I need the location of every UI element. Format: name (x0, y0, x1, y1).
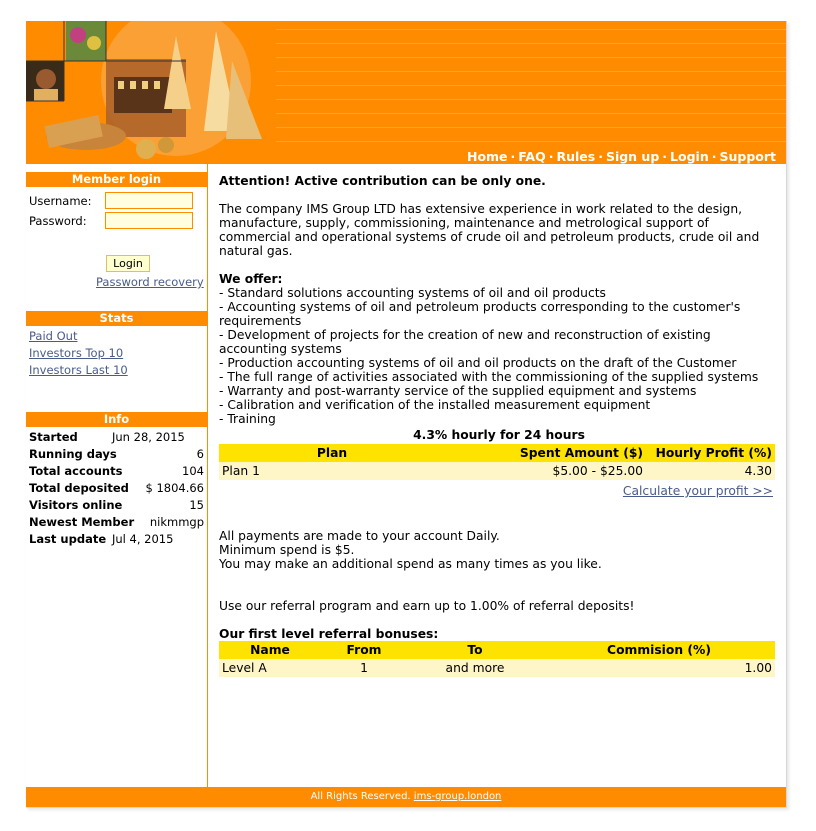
offer-item: - Calibration and verification of the installed measurement equipment (219, 398, 651, 412)
footer-copyright: All Rights Reserved. (310, 791, 411, 802)
info-table (26, 427, 207, 548)
offer-item: - Training (219, 412, 276, 426)
info-row-visitors-online (26, 497, 207, 514)
nav-support-link[interactable]: Support (719, 149, 776, 164)
investors-top-link[interactable]: Investors Top 10 (29, 346, 124, 360)
info-row-started (26, 429, 207, 446)
referral-text: Use our referral program and earn up to 1.00% of referral deposits! (219, 599, 635, 613)
offer-item: - The full range of activities associated with the commissioning of the supplied systems (219, 370, 759, 384)
payment-info: Minimum spend is $5. (219, 543, 355, 557)
ref-header-from: From (321, 641, 407, 659)
header-banner (26, 21, 786, 164)
info-label: Total accounts (29, 464, 123, 478)
nav-signup-link[interactable]: Sign up (605, 149, 660, 164)
info-row-total-deposited (26, 480, 207, 497)
plan-header-profit: Hourly Profit (%) (646, 444, 775, 462)
info-label: Total deposited (29, 481, 129, 495)
info-label: Visitors online (29, 498, 123, 512)
ref-from: 1 (321, 659, 407, 677)
stats-links (26, 326, 207, 412)
ref-to: and more (407, 659, 543, 677)
info-value: Jul 4, 2015 (112, 532, 174, 546)
ref-header-to: To (407, 641, 543, 659)
password-recovery-link[interactable]: Password recovery (96, 275, 204, 289)
nav-home-link[interactable]: Home (466, 149, 508, 164)
main-content (219, 174, 779, 677)
header-collage-image (26, 21, 276, 164)
plan-profit: 4.30 (646, 462, 775, 480)
info-value: 104 (182, 464, 204, 478)
offer-item: - Warranty and post-warranty service of the supplied equipment and systems (219, 384, 697, 398)
username-label: Username: (29, 194, 92, 208)
footer (26, 787, 786, 807)
offer-item: - Standard solutions accounting systems of oil and oil products (219, 286, 606, 300)
info-label: Started (29, 430, 78, 444)
nav-separator: · (598, 149, 603, 164)
nav-separator: · (662, 149, 668, 164)
offer-item: - Development of projects for the creation of new and reconstruction of existing accounting systems (219, 328, 711, 356)
paid-out-link[interactable]: Paid Out (29, 329, 78, 343)
info-value: Jun 28, 2015 (112, 430, 185, 444)
table-row (219, 659, 775, 677)
info-row-running-days (26, 446, 207, 463)
plan-name: Plan 1 (219, 462, 445, 480)
member-login-heading: Member login (26, 172, 207, 187)
nav-separator: · (548, 149, 554, 164)
ref-header-commission: Commision (%) (543, 641, 775, 659)
username-input[interactable] (105, 192, 193, 209)
top-navigation (467, 149, 776, 164)
ref-name: Level A (219, 659, 321, 677)
payment-info: All payments are made to your account Daily. (219, 529, 500, 543)
login-button[interactable]: Login (106, 255, 150, 272)
payment-info: You may make an additional spend as many times as you like. (219, 557, 602, 571)
info-row-newest-member (26, 514, 207, 531)
nav-separator: · (711, 149, 717, 164)
plan-title: 4.3% hourly for 24 hours (413, 428, 585, 442)
company-intro: The company IMS Group LTD has extensive experience in work related to the design, manufacture, supply, commissioning, maintenance and metrological support of commercial and operational systems of crude oil and petroleum products, crude oil and natural gas. (219, 202, 760, 258)
plan-amount: $5.00 - $25.00 (445, 462, 646, 480)
table-row (219, 462, 775, 480)
calculate-profit-link[interactable]: Calculate your profit >> (622, 484, 773, 498)
referral-table (219, 641, 775, 677)
login-form (26, 187, 207, 295)
investors-last-link[interactable]: Investors Last 10 (29, 363, 128, 377)
info-row-total-accounts (26, 463, 207, 480)
footer-site-link[interactable]: ims-group.london (413, 791, 502, 802)
nav-separator: · (510, 149, 516, 164)
nav-login-link[interactable]: Login (670, 149, 709, 164)
nav-rules-link[interactable]: Rules (556, 149, 596, 164)
info-heading: Info (26, 412, 207, 427)
info-value: $ 1804.66 (145, 481, 204, 495)
info-value: 6 (196, 447, 204, 461)
nav-faq-link[interactable]: FAQ (518, 149, 546, 164)
referral-heading: Our first level referral bonuses: (219, 627, 439, 641)
plan-table (219, 444, 775, 480)
sidebar (26, 164, 208, 787)
ref-header-name: Name (219, 641, 321, 659)
info-label: Last update (29, 532, 107, 546)
page-frame (26, 21, 787, 808)
password-label: Password: (29, 214, 87, 228)
info-value: nikmmgp (149, 515, 204, 529)
info-label: Running days (29, 447, 117, 461)
info-value: 15 (189, 498, 204, 512)
plan-header-plan: Plan (219, 444, 445, 462)
info-label: Newest Member (29, 515, 135, 529)
offer-heading: We offer: (219, 272, 283, 286)
offer-item: - Accounting systems of oil and petroleum products corresponding to the customer's requirements (219, 300, 741, 328)
attention-notice: Attention! Active contribution can be only one. (219, 174, 546, 188)
stats-heading: Stats (26, 311, 207, 326)
ref-commission: 1.00 (543, 659, 775, 677)
info-row-last-update (26, 531, 207, 548)
plan-header-amount: Spent Amount ($) (445, 444, 646, 462)
password-input[interactable] (105, 212, 193, 229)
offer-item: - Production accounting systems of oil and oil products on the draft of the Customer (219, 356, 737, 370)
